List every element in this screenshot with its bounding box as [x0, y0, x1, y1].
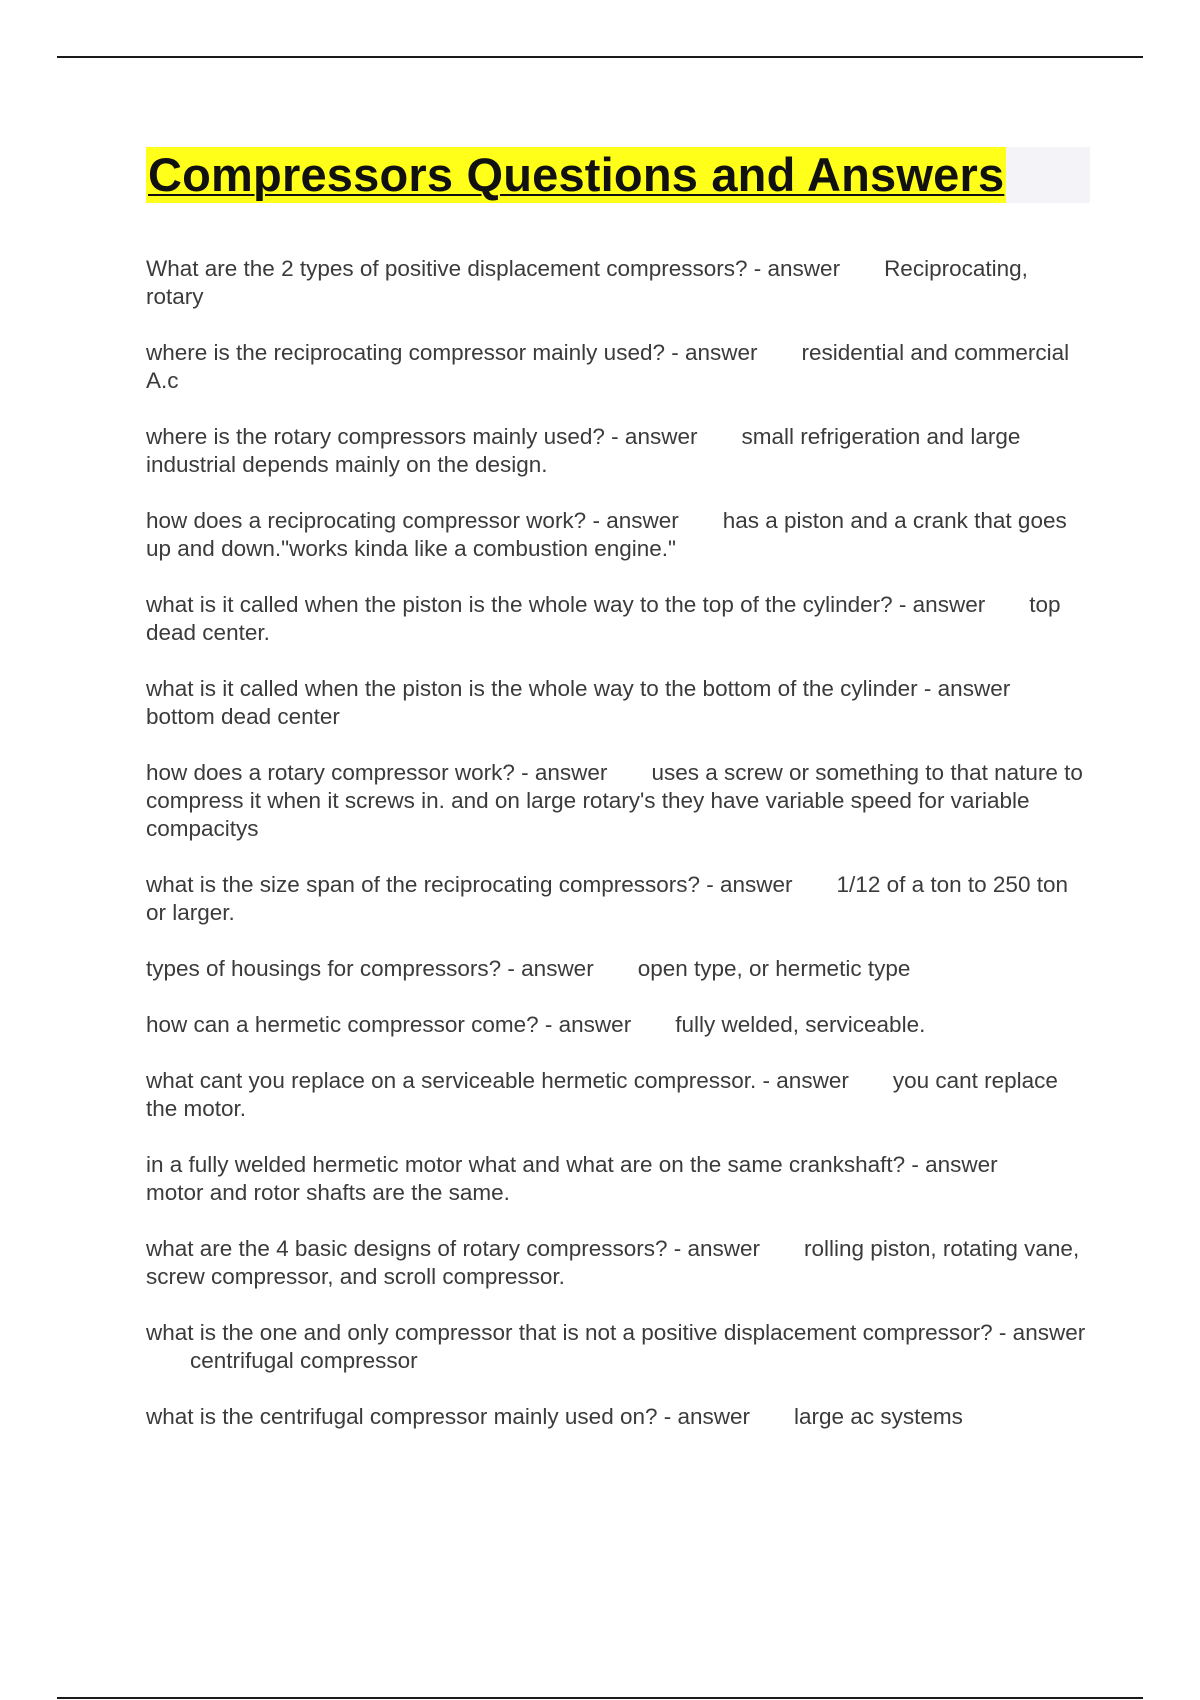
- question-text: types of housings for compressors? - answer: [146, 956, 594, 981]
- title-block: [146, 147, 1090, 203]
- answer-text: fully welded, serviceable.: [675, 1012, 926, 1037]
- answer-text: residential and commercial A.c: [146, 340, 1070, 393]
- question-text: where is the reciprocating compressor mainly used? - answer: [146, 340, 758, 365]
- qa-item: [146, 255, 1091, 311]
- qa-item: [146, 1319, 1091, 1375]
- question-text: how can a hermetic compressor come? - answer: [146, 1012, 632, 1037]
- answer-text: large ac systems: [794, 1404, 963, 1429]
- answer-text: motor and rotor shafts are the same.: [146, 1180, 510, 1205]
- qa-item: [146, 675, 1091, 731]
- question-text: what is the centrifugal compressor mainly used on? - answer: [146, 1404, 751, 1429]
- qa-item: [146, 507, 1091, 563]
- qa-item: [146, 339, 1091, 395]
- answer-text: bottom dead center: [146, 704, 340, 729]
- answer-text: you cant replace the motor.: [146, 1068, 1058, 1121]
- answer-text: 1/12 of a ton to 250 ton or larger.: [146, 872, 1068, 925]
- answer-text: rolling piston, rotating vane, screw compressor, and scroll compressor.: [146, 1236, 1080, 1289]
- qa-item: [146, 955, 1091, 983]
- question-text: how does a reciprocating compressor work? - answer: [146, 508, 679, 533]
- footer-rule: [57, 1697, 1143, 1699]
- qa-list: [146, 255, 1091, 1459]
- answer-text: centrifugal compressor: [190, 1348, 418, 1373]
- qa-item: [146, 759, 1091, 843]
- question-text: in a fully welded hermetic motor what and what are on the same crankshaft? - answer: [146, 1152, 998, 1177]
- question-text: how does a rotary compressor work? - answer: [146, 760, 608, 785]
- answer-text: uses a screw or something to that nature to compress it when it screws in. and on large rotary's they have variable speed for variable compacitys: [146, 760, 1083, 841]
- question-text: what cant you replace on a serviceable hermetic compressor. - answer: [146, 1068, 849, 1093]
- question-text: what is the one and only compressor that is not a positive displacement compressor? - answer: [146, 1320, 1086, 1345]
- answer-text: has a piston and a crank that goes up and down."works kinda like a combustion engine.": [146, 508, 1067, 561]
- answer-text: Reciprocating, rotary: [146, 256, 1028, 309]
- question-text: what is it called when the piston is the whole way to the top of the cylinder? - answer: [146, 592, 986, 617]
- answer-text: open type, or hermetic type: [637, 956, 911, 981]
- question-text: what is it called when the piston is the whole way to the bottom of the cylinder - answer: [146, 676, 1011, 701]
- answer-text: small refrigeration and large industrial depends mainly on the design.: [146, 424, 1021, 477]
- question-text: what are the 4 basic designs of rotary compressors? - answer: [146, 1236, 761, 1261]
- qa-item: [146, 1067, 1091, 1123]
- qa-item: [146, 423, 1091, 479]
- question-text: what is the size span of the reciprocating compressors? - answer: [146, 872, 793, 897]
- question-text: What are the 2 types of positive displacement compressors? - answer: [146, 256, 841, 281]
- answer-text: top dead center.: [146, 592, 1061, 645]
- question-text: where is the rotary compressors mainly used? - answer: [146, 424, 698, 449]
- qa-item: [146, 1235, 1091, 1291]
- page-title: Compressors Questions and Answers: [148, 148, 1005, 201]
- qa-item: [146, 591, 1091, 647]
- qa-item: [146, 1403, 1091, 1431]
- qa-item: [146, 1151, 1091, 1207]
- qa-item: [146, 871, 1091, 927]
- header-rule: [57, 56, 1143, 58]
- qa-item: [146, 1011, 1091, 1039]
